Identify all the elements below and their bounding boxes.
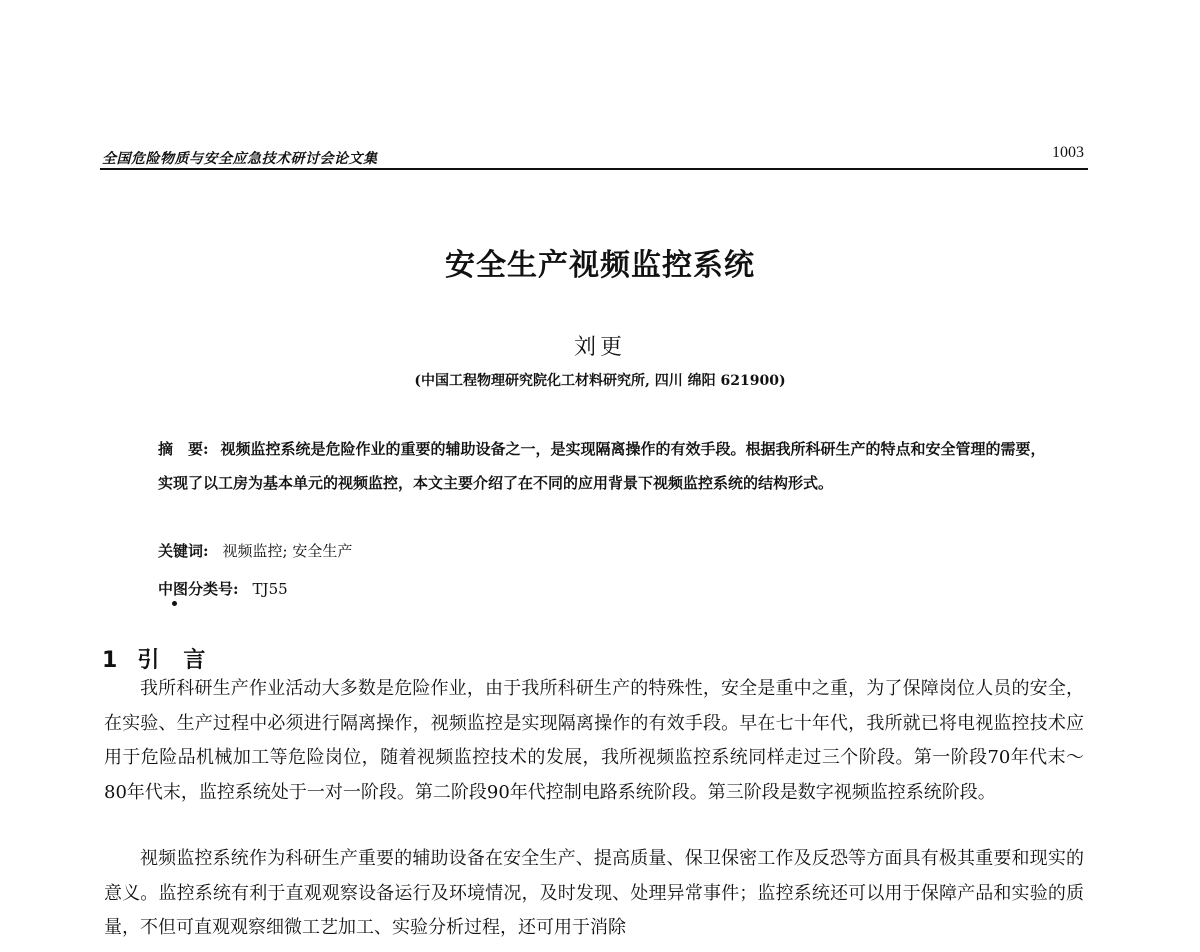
author-affiliation: (中国工程物理研究院化工材料研究所, 四川 绵阳 621900) (414, 373, 786, 389)
paper-title: 安全生产视频监控系统 (445, 248, 755, 283)
classification-line (158, 578, 288, 599)
body-paragraph: 视频监控系统作为科研生产重要的辅助设备在安全生产、提高质量、保卫保密工作及反恐等方面具有极其重要和现实的意义。监控系统有利于直观观察设备运行及环境情况，及时发现、处理异常事件；监控系统还可以用于保障产品和实验的质量，不但可直观观察细微工艺加工、实验分析过程，还可用于消除 (104, 848, 1084, 938)
keywords-value: 视频监控; 安全生产 (222, 542, 353, 560)
abstract-text: 视频监控系统是危险作业的重要的辅助设备之一，是实现隔离操作的有效手段。根据我所科研生产的特点和安全管理的需要，实现了以工房为基本单元的视频监控，本文主要介绍了在不同的应用背景下视频监控系统的结构形式。 (158, 440, 1046, 492)
author-name: 刘更 (573, 335, 626, 360)
stray-dot-mark (172, 601, 177, 606)
keywords-line (158, 540, 352, 561)
body-paragraph: 我所科研生产作业活动大多数是危险作业，由于我所科研生产的特殊性，安全是重中之重，为了保障岗位人员的安全，在实验、生产过程中必须进行隔离操作，视频监控是实现隔离操作的有效手段。早在七十年代，我所就已将电视监控技术应用于危险品机械加工等危险岗位，随着视频监控技术的发展，我所视频监控系统同样走过三个阶段。第一阶段70年代末～80年代末，监控系统处于一对一阶段。第二阶段90年代控制电路系统阶段。第三阶段是数字视频监控系统阶段。 (104, 678, 1084, 803)
section-heading (102, 643, 207, 674)
classification-value: TJ55 (252, 580, 288, 598)
running-header (100, 142, 1088, 170)
section-title-part2: 言 (183, 648, 208, 673)
classification-label: 中图分类号: (158, 580, 239, 598)
abstract (158, 432, 1048, 500)
keywords-label: 关键词: (158, 542, 209, 560)
section-title-part1: 引 (137, 648, 162, 673)
page-number: 1003 (1052, 144, 1084, 161)
abstract-label: 摘 要: (158, 440, 209, 458)
journal-title: 全国危险物质与安全应急技术研讨会论文集 (102, 151, 378, 167)
section-number: 1 (102, 648, 120, 673)
